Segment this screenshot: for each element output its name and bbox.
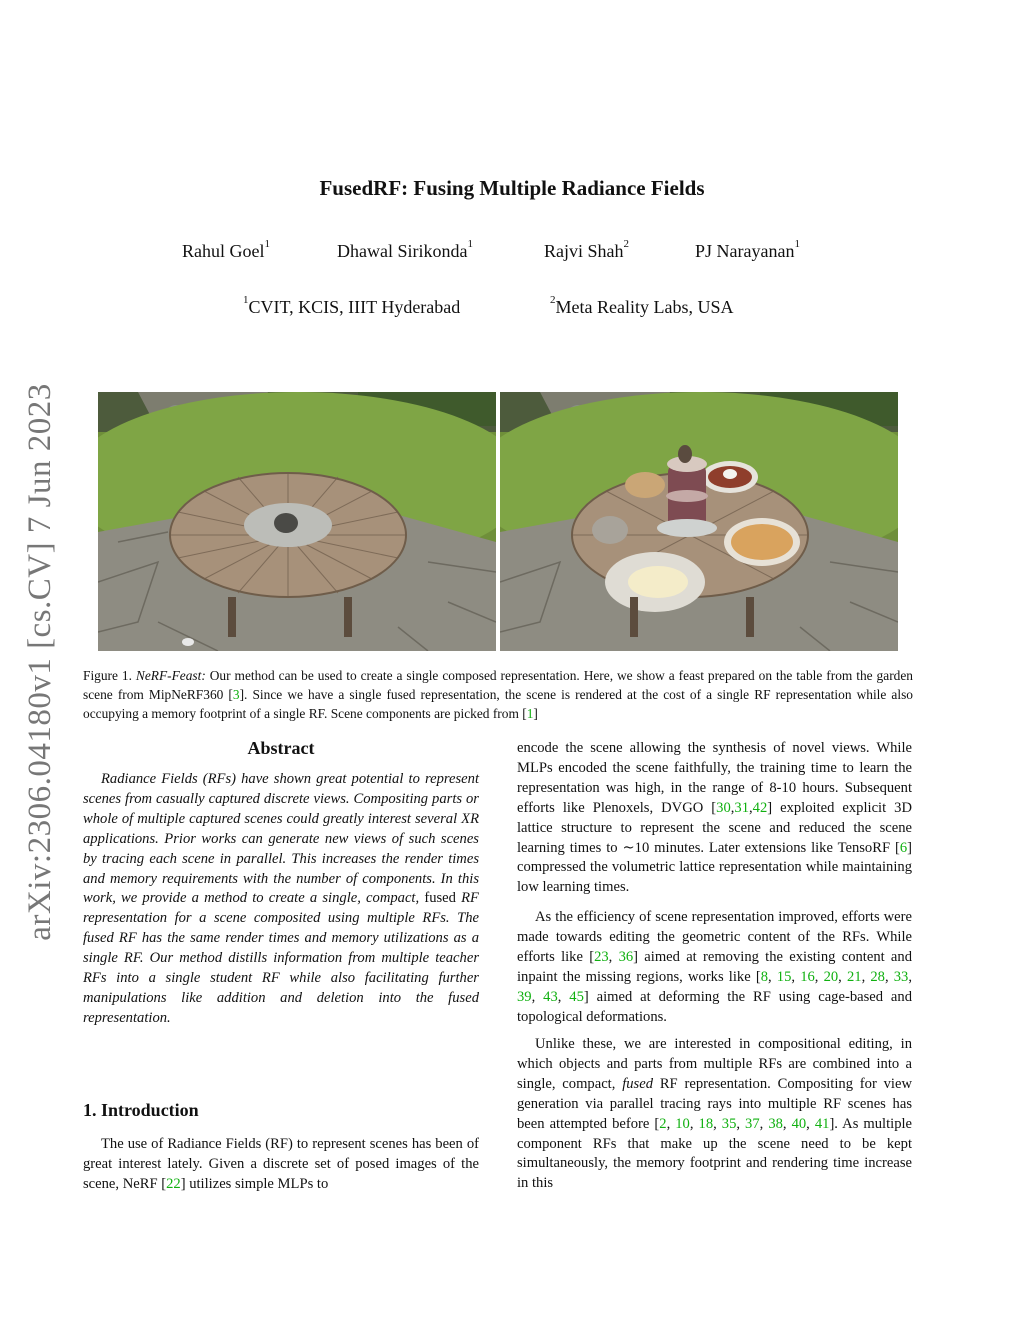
citation-link[interactable]: 37	[745, 1115, 760, 1132]
citation-link[interactable]: 45	[569, 988, 584, 1005]
author-1: Rahul Goel$^1$	[182, 238, 270, 261]
abstract-heading: Abstract	[247, 738, 315, 758]
citation-link[interactable]: 28	[870, 968, 885, 985]
citation-link[interactable]: 36	[618, 948, 634, 965]
intro-paragraph-1: The use of Radiance Fields (RF) to represent scenes has been of great interest lately. Given a discrete set of posed images of the scene, NeRF [22] utilizes simple MLPs to	[83, 1136, 479, 1192]
intro-paragraph-4: Unlike these, we are interested in compositional editing, in which objects and parts from multiple RFs are combined into a single, compact, fused RF representation. Compositing for view generation via parallel tracing rays into multiple RF scenes has been attempted before [2, 10, 18, 35, 37, 38, 40, 41]. As multiple component RFs that make up the scene need to be kept simultaneously, the memory footprint and rendering time increase in this	[517, 1036, 913, 1192]
abstract-body: Radiance Fields (RFs) have shown great potential to represent scenes from casually captured discrete views. Compositing parts or whole of multiple captured scenes could greatly interest several XR applications. Prior works can generate new views of such scenes by tracing each scene in parallel. This increases the render times and memory requirements with the number of components. In this work, we provide a method to create a single, compact, fused RF representation for a scene composited using multiple RFs. The fused RF has the same render times and memory utilizations as a single RF. Our method distills information from multiple teacher RFs into a single student RF while also facilitating further manipulations like addition and deletion into the fused representation.	[83, 771, 479, 1026]
citation-link[interactable]: 10	[675, 1115, 690, 1132]
intro-paragraph-3: As the efficiency of scene representation improved, efforts were made towards editing the geometric content of the RFs. While efforts like [23, 36] aimed at removing the existing content and inpaint the missing regions, works like [8, 15, 16, 20, 21, 28, 33, 39, 43, 45] aimed at deforming the RF using cage-based and topological deformations.	[517, 909, 913, 1025]
citation-link[interactable]: 41	[814, 1115, 830, 1132]
citation-link[interactable]: 21	[846, 968, 862, 985]
citation-link[interactable]: 30	[716, 799, 731, 816]
citation-link[interactable]: 16	[800, 968, 815, 985]
paper-title: FusedRF: Fusing Multiple Radiance Fields	[319, 176, 705, 200]
author-2: Dhawal Sirikonda$^1$	[337, 238, 473, 261]
section-heading-introduction: 1. Introduction	[83, 1100, 199, 1120]
citation-link[interactable]: 31	[734, 799, 749, 816]
citation-link[interactable]: 2	[659, 1115, 667, 1132]
citation-link[interactable]: 40	[791, 1115, 807, 1132]
author-3: Rajvi Shah$^2$	[544, 238, 629, 261]
citation-link[interactable]: 1	[526, 706, 534, 721]
figure-caption: Figure 1. NeRF-Feast: Our method can be used to create a single composed representation. Here, we show a feast prepared on the table from the garden scene from MipNeRF360 [3]. Since we have a single fused representation, the scene is rendered at the cost of a single RF representation while also occupying a memory footprint of a single RF. Scene components are picked from [1]	[83, 668, 914, 721]
figure-image-composited-feast	[500, 392, 898, 651]
intro-paragraph-2: encode the scene allowing the synthesis of novel views. While MLPs encoded the scene faithfully, the training time to learn the representation was high, in the range of 8-10 hours. Subsequent efforts like Plenoxels, DVGO [30,31,42] exploited explicit 3D lattice structure to represent the scene and reduced the scene learning times to ∼10 minutes. Later extensions like TensoRF [6] compressed the volumetric lattice representation while maintaining low learning times.	[517, 740, 913, 896]
figure-image-original-scene	[98, 392, 496, 651]
citation-link[interactable]: 8	[760, 968, 768, 985]
citation-link[interactable]: 33	[893, 968, 909, 985]
citation-link[interactable]: 23	[594, 948, 609, 965]
arxiv-sidebar-stamp: arXiv:2306.04180v1 [cs.CV] 7 Jun 2023	[22, 383, 58, 941]
author-list	[0, 238, 1024, 265]
citation-link[interactable]: 18	[698, 1115, 714, 1132]
citation-link[interactable]: 20	[823, 968, 839, 985]
citation-link[interactable]: 43	[543, 988, 558, 1005]
citation-link[interactable]: 38	[768, 1115, 783, 1132]
citation-link[interactable]: 6	[899, 839, 908, 856]
citation-link[interactable]: 42	[752, 799, 768, 816]
citation-link[interactable]: 22	[166, 1175, 181, 1192]
affiliation-1: $^1$CVIT, KCIS, IIIT Hyderabad	[243, 294, 461, 317]
author-4: PJ Narayanan$^1$	[695, 238, 800, 261]
citation-link[interactable]: 35	[721, 1115, 737, 1132]
citation-link[interactable]: 15	[776, 968, 792, 985]
citation-link[interactable]: 39	[517, 988, 532, 1005]
citation-link[interactable]: 3	[232, 687, 240, 702]
affiliation-2: $^2$Meta Reality Labs, USA	[550, 294, 734, 317]
